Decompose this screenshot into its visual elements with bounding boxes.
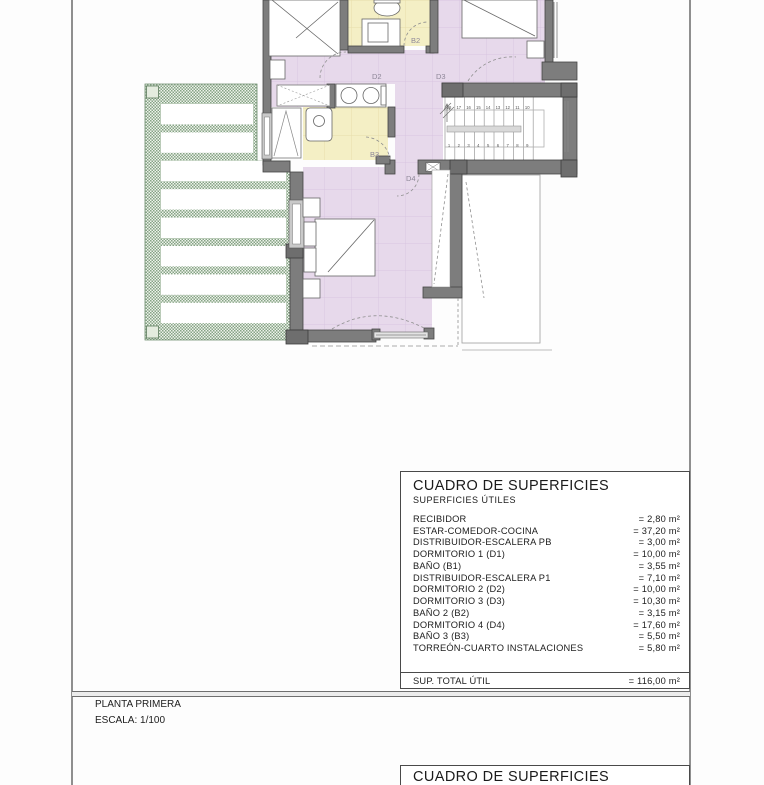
svg-text:10: 10 [524,105,530,110]
svg-text:17: 17 [456,105,462,110]
surfaces-table-row: DORMITORIO 2 (D2) = 10,00 m² [413,584,680,595]
surfaces-table-subtitle: SUPERFICIES ÚTILES [413,495,517,505]
total-label: SUP. TOTAL ÚTIL [413,675,491,686]
vanity-b2 [362,19,400,46]
surfaces-table-row: RECIBIDOR = 2,80 m² [413,513,680,524]
label-b3: B3 [370,150,380,159]
wardrobe-triangle [272,108,301,158]
closet-d4 [432,170,450,287]
svg-text:13: 13 [495,105,501,110]
pergola-corner-marker [147,326,159,338]
surfaces-table-row: BAÑO (B1) = 3,55 m² [413,560,680,571]
surfaces-table-title: CUADRO DE SUPERFICIES [413,478,610,494]
svg-text:4: 4 [477,143,480,148]
void-and-terrace-outlines [462,175,552,350]
surfaces-table-rows [401,513,689,654]
plan-scale: ESCALA: 1/100 [95,715,166,726]
surfaces-table-row: DORMITORIO 3 (D3) = 10,30 m² [413,596,680,607]
surfaces-table-row: DISTRIBUIDOR-ESCALERA P1 = 7,10 m² [413,572,680,583]
surfaces-table-row: ESTAR-COMEDOR-COCINA = 37,20 m² [413,525,680,536]
svg-text:3: 3 [467,143,470,148]
stair-landing-rail [447,126,521,132]
washbasin-b3 [306,108,332,141]
svg-text:7: 7 [506,143,509,148]
svg-text:12: 12 [505,105,511,110]
surfaces-table-row: TORREÓN-CUARTO INSTALACIONES = 5,80 m² [413,643,680,654]
svg-text:16: 16 [466,105,471,110]
next-sheet-surfaces-table [400,765,690,785]
double-sink-b3 [336,84,386,107]
svg-text:18: 18 [446,105,452,110]
surfaces-table-row: DORMITORIO 1 (D1) = 10,00 m² [413,549,680,560]
label-d4: D4 [406,174,416,183]
surfaces-table-row: BAÑO 3 (B3) = 5,50 m² [413,631,680,642]
svg-text:1: 1 [447,143,451,148]
label-d3: D3 [436,72,446,81]
surfaces-table-row: DORMITORIO 4 (D4) = 17,60 m² [413,619,680,630]
svg-text:8: 8 [516,143,519,148]
svg-text:2: 2 [457,143,460,148]
svg-text:11: 11 [515,105,520,110]
surfaces-table [400,471,690,689]
toilet-b2 [374,0,400,16]
total-value: = 116,00 m² [628,675,680,686]
svg-text:5: 5 [486,143,490,148]
closet-corridor [277,85,330,106]
next-sheet-table-title: CUADRO DE SUPERFICIES [413,769,610,785]
surfaces-table-row: BAÑO 2 (B2) = 3,15 m² [413,607,680,618]
pergola-corner-marker [147,86,159,98]
label-d2: D2 [372,72,382,81]
staircase [440,97,563,160]
title-block [95,697,181,729]
svg-text:15: 15 [476,105,481,110]
surfaces-table-row: DISTRIBUIDOR-ESCALERA PB = 3,00 m² [413,537,680,548]
sheet-left-border [71,0,73,785]
plan-name: PLANTA PRIMERA [95,699,181,710]
label-b2: B2 [411,36,421,45]
svg-text:14: 14 [485,105,491,110]
svg-text:6: 6 [496,143,500,148]
svg-text:9: 9 [526,143,529,148]
surfaces-table-total-row [401,672,689,688]
